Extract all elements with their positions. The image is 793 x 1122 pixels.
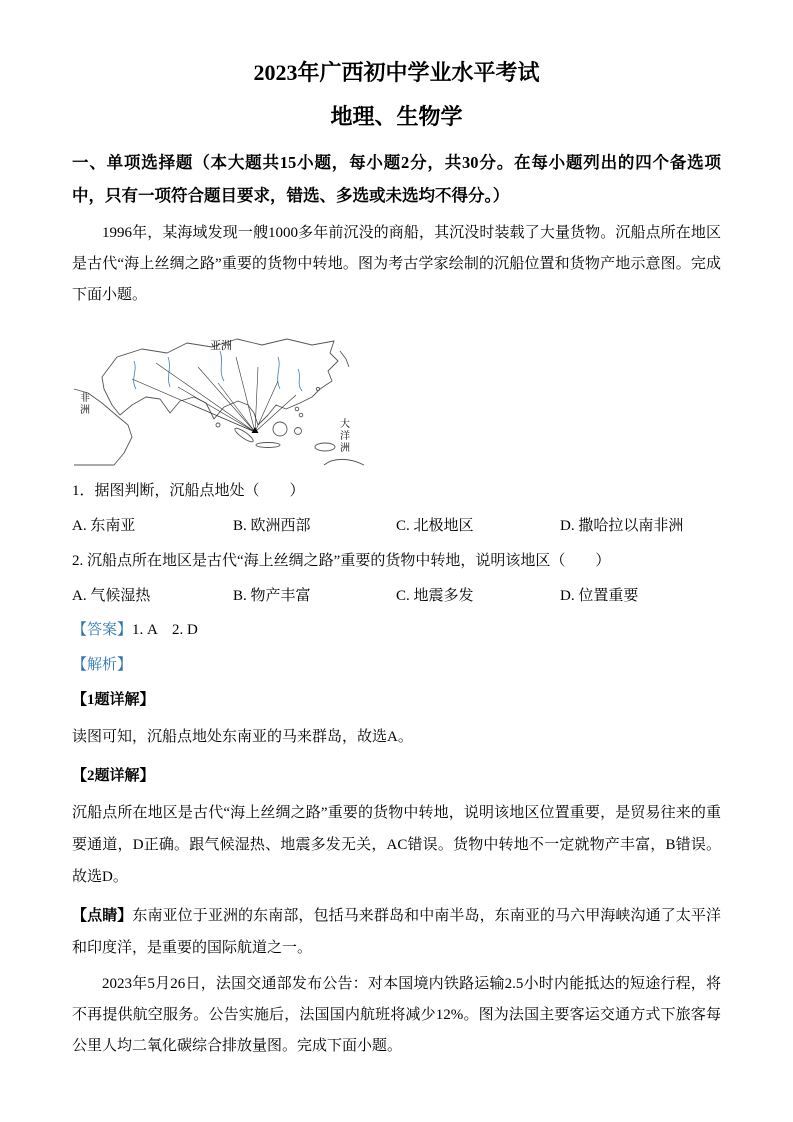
question-1-stem: 1．据图判断，沉船点地处（ ） bbox=[72, 483, 305, 499]
detail-1-text: 读图可知，沉船点地处东南亚的马来群岛，故选A。 bbox=[72, 729, 413, 745]
trade-route-lines bbox=[132, 357, 296, 432]
oceania-label-char-2: 洋 bbox=[340, 431, 350, 442]
q2-option-b: B. 物产丰富 bbox=[233, 588, 311, 604]
africa-label-char-2: 洲 bbox=[80, 405, 90, 416]
question-1-options bbox=[72, 515, 721, 537]
q2-option-c: C. 地震多发 bbox=[396, 588, 474, 604]
shipwreck-map-figure bbox=[72, 317, 372, 467]
tip-heading: 【点睛】 bbox=[72, 908, 133, 924]
question-group-2-intro: 2023年5月26日，法国交通部发布公告：对本国境内铁路运输2.5小时内能抵达的短途行程，将不再提供航空服务。公告实施后，法国国内航班将减少12%。图为法国主要客运交通方式下旅客每公里人均二氧化碳综合排放量图。完成下面小题。 bbox=[72, 976, 721, 1054]
analysis-label: 【解析】 bbox=[72, 657, 133, 673]
coastline bbox=[74, 339, 364, 465]
detail-1-heading: 【1题详解】 bbox=[72, 692, 155, 708]
q2-option-a: A. 气候湿热 bbox=[72, 588, 151, 604]
tip-text: 东南亚位于亚洲的东南部，包括马来群岛和中南半岛，东南亚的马六甲海峡沟通了太平洋和印度洋，是重要的国际航道之一。 bbox=[72, 908, 721, 956]
shipwreck-map-svg bbox=[72, 317, 372, 467]
answer-label: 【答案】 bbox=[72, 622, 133, 638]
question-2-stem: 2. 沉船点所在地区是古代“海上丝绸之路”重要的货物中转地，说明该地区（ ） bbox=[72, 553, 611, 569]
oceania-label-char-1: 大 bbox=[340, 419, 350, 430]
doc-subtitle: 地理、生物学 bbox=[330, 104, 463, 129]
question-group-1-intro: 1996年，某海域发现一艘1000多年前沉没的商船，其沉没时装载了大量货物。沉船点所在地区是古代“海上丝绸之路”重要的货物中转地。图为考古学家绘制的沉船位置和货物产地示意图。完成下面小题。 bbox=[72, 225, 721, 303]
section-heading: 一、单项选择题（本大题共15小题，每小题2分，共30分。在每小题列出的四个备选项中，只有一项符合题目要求，错选、多选或未选均不得分。） bbox=[72, 153, 721, 205]
oceania-label-char-3: 洲 bbox=[340, 443, 350, 454]
q2-option-d: D. 位置重要 bbox=[560, 588, 639, 604]
rivers bbox=[134, 351, 302, 391]
doc-title: 2023年广西初中学业水平考试 bbox=[253, 60, 540, 85]
answer-value: 1. A 2. D bbox=[132, 622, 198, 638]
analysis-line bbox=[72, 653, 721, 677]
q1-option-c: C. 北极地区 bbox=[396, 518, 474, 534]
q1-option-d: D. 撒哈拉以南非洲 bbox=[560, 518, 684, 534]
detail-2-text: 沉船点所在地区是古代“海上丝绸之路”重要的货物中转地，说明该地区位置重要，是贸易往来的重要通道，D正确。跟气候湿热、地震多发无关，AC错误。货物中转地不一定就物产丰富，B错误。故选D。 bbox=[72, 805, 721, 885]
africa-label-char-1: 非 bbox=[80, 393, 90, 404]
answer-line bbox=[72, 618, 721, 642]
question-2-options bbox=[72, 585, 721, 607]
asia-label: 亚洲 bbox=[210, 340, 232, 352]
q1-option-b: B. 欧洲西部 bbox=[233, 518, 311, 534]
detail-2-heading: 【2题详解】 bbox=[72, 768, 155, 784]
q1-option-a: A. 东南亚 bbox=[72, 518, 136, 534]
tip-paragraph bbox=[72, 900, 721, 964]
